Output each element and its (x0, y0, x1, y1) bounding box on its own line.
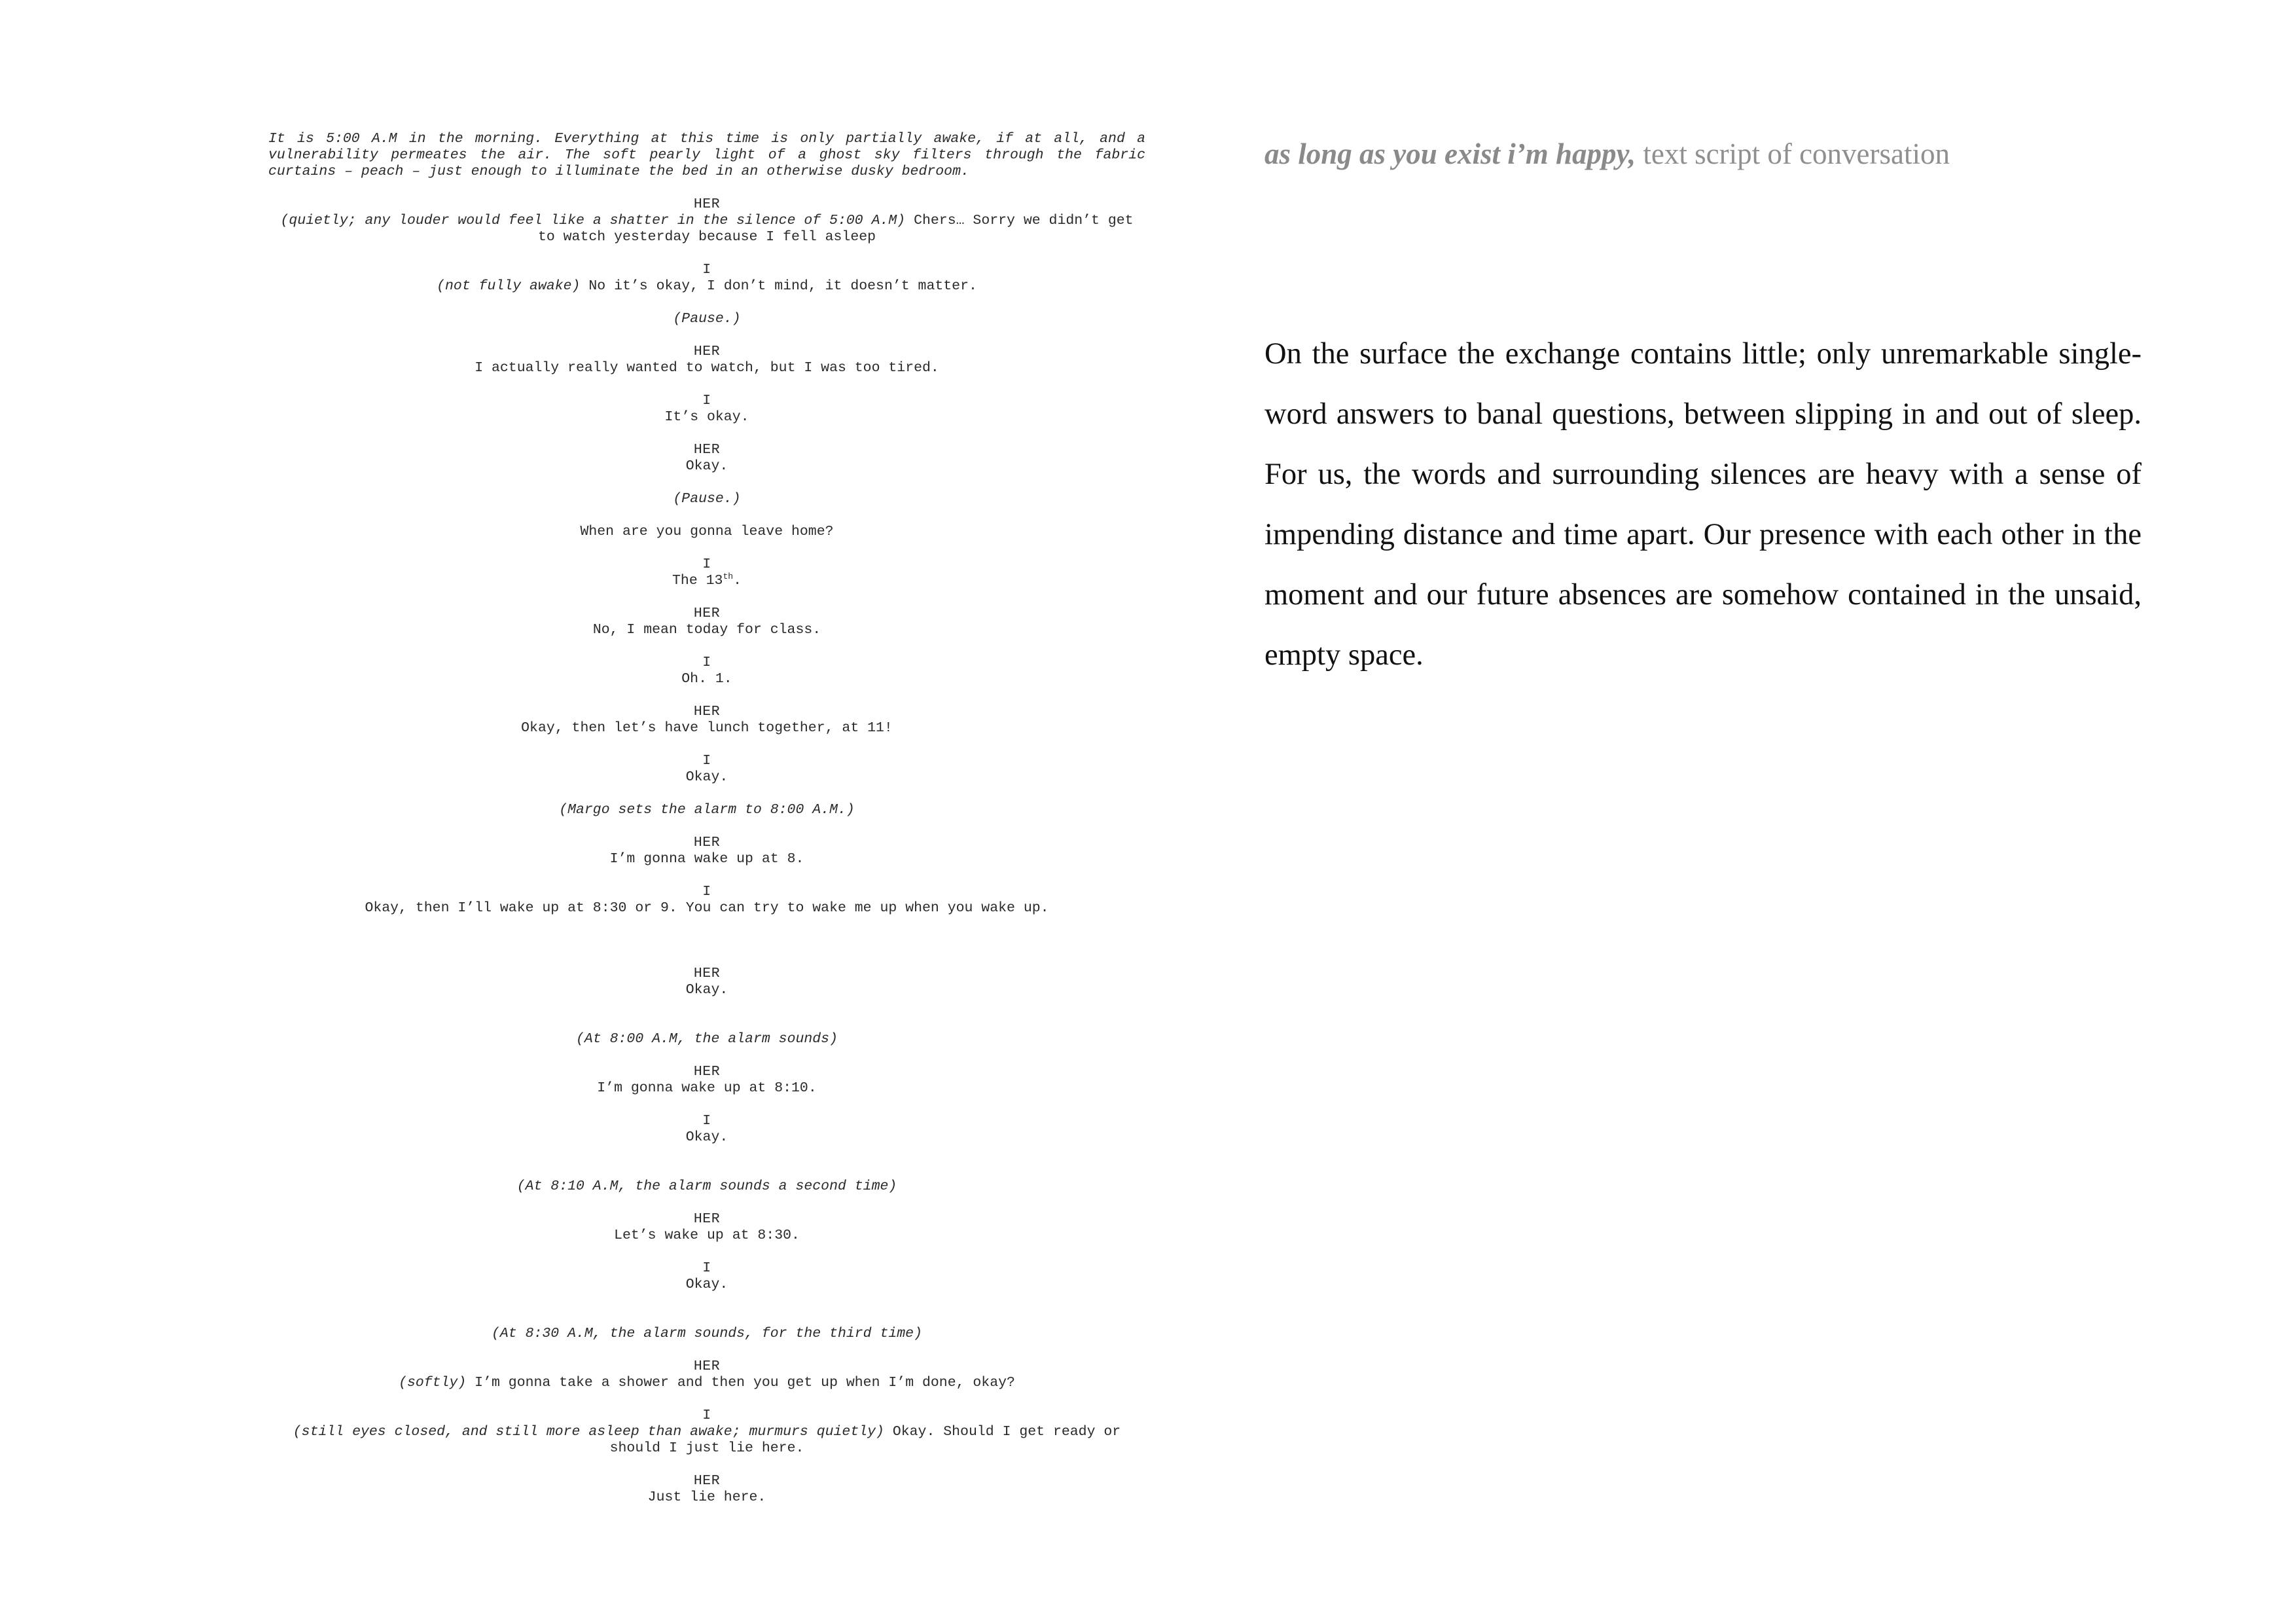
speaker-name: HER (693, 196, 721, 212)
speaker-name: I (702, 393, 711, 409)
dialogue-text: Okay. (685, 1277, 728, 1292)
stage-direction: (At 8:00 A.M, the alarm sounds) (576, 1031, 838, 1047)
speaker-name: I (702, 884, 711, 900)
speaker-name: HER (693, 1359, 721, 1374)
parenthetical: (still eyes closed, and still more asleep than awake; murmurs quietly) (293, 1424, 884, 1440)
dialogue-text: The 13 (672, 573, 723, 589)
speaker-name: I (702, 556, 711, 572)
script-entry (268, 1113, 1145, 1146)
stage-direction: (At 8:10 A.M, the alarm sounds a second time) (516, 1178, 897, 1194)
script-entry (268, 753, 1145, 786)
dialogue-text: Okay. (685, 769, 728, 785)
dialogue-text: Okay, then let’s have lunch together, at 11! (521, 720, 893, 736)
dialogue-text: . (733, 573, 742, 589)
speaker-name: I (702, 1408, 711, 1423)
script-entry (268, 442, 1145, 475)
dialogue-text: Chers… Sorry we didn’t get to watch yesterday because I fell asleep (537, 213, 1134, 245)
dialogue-line (268, 573, 1145, 589)
speaker-name: I (702, 262, 711, 278)
script-intro: It is 5:00 A.M in the morning. Everything at this time is only partially awake, if at all, and a vulnerability permeates the air. The soft pearly light of a ghost sky filters through the fabric curtains – peach – just enough to illuminate the bed in an otherwise dusky bedroom. (268, 131, 1145, 179)
speaker-name: I (702, 1113, 711, 1129)
dialogue-text: I actually really wanted to watch, but I was too tired. (475, 360, 939, 376)
speaker-name: HER (693, 606, 721, 621)
script-entry (268, 1408, 1145, 1457)
dialogue-text: I’m gonna wake up at 8. (609, 851, 804, 867)
ordinal-suffix: th (723, 571, 734, 581)
stage-direction: (Pause.) (673, 491, 741, 507)
speaker-name: HER (693, 1473, 721, 1489)
script-entry (268, 1359, 1145, 1391)
speaker-name: HER (693, 442, 721, 458)
script-entry (268, 1260, 1145, 1293)
script-entry (268, 556, 1145, 589)
dialogue-text: I’m gonna take a shower and then you get up when I’m done, okay? (466, 1375, 1015, 1391)
script-entry (268, 196, 1145, 246)
dialogue-text: I’m gonna wake up at 8:10. (597, 1080, 817, 1096)
title-subtitle: text script of conversation (1636, 137, 1950, 170)
script-entry (268, 704, 1145, 737)
script-entry (268, 1211, 1145, 1244)
stage-direction: (At 8:30 A.M, the alarm sounds, for the third time) (491, 1326, 922, 1341)
script-entry (268, 1473, 1145, 1506)
essay-paragraph: On the surface the exchange contains little; only unremarkable single-word answers to banal questions, between slipping in and out of sleep. For us, the words and surrounding silences are heavy with a sense of impending distance and time apart. Our presence with each other in the moment and our future absences are somehow contained in the unsaid, empty space. (1265, 337, 2142, 672)
dialogue-line (268, 1424, 1145, 1457)
dialogue-text: Oh. 1. (681, 671, 732, 687)
speaker-name: I (702, 655, 711, 670)
speaker-name: HER (693, 966, 721, 981)
script-entry (268, 344, 1145, 376)
script-entry (268, 1064, 1145, 1097)
stage-direction: (Pause.) (673, 311, 741, 327)
dialogue-text: Okay, then I’ll wake up at 8:30 or 9. You can try to wake me up when you wake up. (365, 900, 1049, 916)
script-entry (268, 524, 1145, 540)
dialogue-text: When are you gonna leave home? (580, 524, 834, 539)
dialogue-line (268, 1375, 1145, 1391)
essay-column (1265, 134, 2142, 672)
script-entry (268, 966, 1145, 998)
dialogue-text: Okay. Should I get ready or should I just lie here. (609, 1424, 1121, 1456)
title-emphasis: as long as you exist i’m happy, (1265, 137, 1636, 170)
dialogue-text: No, I mean today for class. (592, 622, 821, 638)
dialogue-line (268, 278, 1145, 295)
script-entry (268, 884, 1145, 917)
parenthetical: (quietly; any louder would feel like a shatter in the silence of 5:00 A.M) (280, 213, 906, 228)
speaker-name: HER (693, 344, 721, 359)
dialogue-text: Okay. (685, 458, 728, 474)
script-entry (268, 262, 1145, 295)
speaker-name: HER (693, 1064, 721, 1080)
page-title (1265, 134, 2142, 173)
script-entry (268, 606, 1145, 638)
dialogue-line (268, 213, 1145, 246)
dialogue-text: Okay. (685, 982, 728, 998)
conversation-script (268, 131, 1145, 1506)
script-entry (268, 393, 1145, 426)
speaker-name: HER (693, 704, 721, 720)
script-entry (268, 655, 1145, 687)
dialogue-text: Okay. (685, 1129, 728, 1145)
dialogue-text: Let’s wake up at 8:30. (614, 1228, 800, 1243)
stage-direction: (Margo sets the alarm to 8:00 A.M.) (559, 802, 855, 818)
speaker-name: I (702, 1260, 711, 1276)
script-entry (268, 835, 1145, 867)
parenthetical: (not fully awake) (437, 278, 581, 294)
parenthetical: (softly) (399, 1375, 467, 1391)
speaker-name: I (702, 753, 711, 769)
dialogue-text: It’s okay. (664, 409, 749, 425)
speaker-name: HER (693, 1211, 721, 1227)
dialogue-text: Just lie here. (647, 1489, 766, 1505)
dialogue-text: No it’s okay, I don’t mind, it doesn’t matter. (580, 278, 977, 294)
speaker-name: HER (693, 835, 721, 850)
